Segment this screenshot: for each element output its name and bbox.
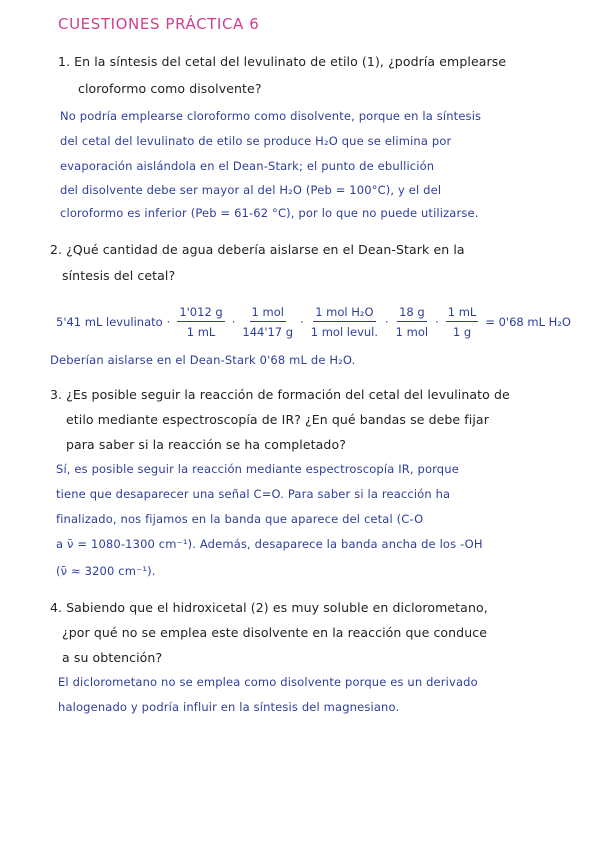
page-title: CUESTIONES PRÁCTICA 6 — [58, 15, 260, 33]
question-3-line-3: para saber si la reacción se ha completado? — [66, 437, 346, 452]
answer-1-line-3: evaporación aislándola en el Dean-Stark; el punto de ebullición — [60, 159, 435, 173]
question-3-text: ¿Es posible seguir la reacción de formación del cetal del levulinato de — [66, 387, 510, 402]
answer-4-line-1: El diclorometano no se emplea como disolvente porque es un derivado — [58, 675, 478, 689]
answer-3-line-5: (ν̄ ≈ 3200 cm⁻¹). — [56, 564, 156, 578]
calc-start: 5'41 mL levulinato — [56, 315, 163, 329]
answer-2: Deberían aislarse en el Dean-Stark 0'68 mL de H₂O. — [50, 353, 356, 367]
question-3-line-1 — [50, 389, 510, 402]
question-1-number: 1. — [58, 54, 71, 69]
fraction-denominator: 144'17 g — [242, 325, 294, 339]
question-2-line-2: síntesis del cetal? — [62, 268, 176, 283]
question-3-line-2: etilo mediante espectroscopía de IR? ¿En qué bandas se debe fijar — [66, 412, 489, 427]
question-4-line-3: a su obtención? — [62, 650, 163, 665]
question-4-number: 4. — [50, 600, 63, 615]
answer-1-line-4: del disolvente debe ser mayor al del H₂O (Peb = 100°C), y el del — [60, 183, 442, 197]
question-4-text: Sabiendo que el hidroxicetal (2) es muy soluble en diclorometano, — [66, 600, 488, 615]
fraction-denominator: 1 mol — [395, 325, 429, 339]
answer-3-line-4: a ν̄ = 1080-1300 cm⁻¹). Además, desaparece la banda ancha de los -OH — [56, 537, 483, 551]
calc-fraction-stoichiometry — [311, 305, 378, 339]
fraction-numerator: 1 mol H₂O — [313, 305, 375, 322]
question-3-number: 3. — [50, 387, 63, 402]
question-2-text: ¿Qué cantidad de agua debería aislarse en el Dean-Stark en la — [66, 242, 465, 257]
answer-3-line-3: finalizado, nos fijamos en la banda que aparece del cetal (C-O — [56, 512, 424, 526]
answer-1-line-2: del cetal del levulinato de etilo se produce H₂O que se elimina por — [60, 134, 452, 148]
calc-fraction-water-mass — [396, 305, 428, 339]
question-2-number: 2. — [50, 242, 63, 257]
fraction-numerator: 18 g — [397, 305, 427, 322]
question-2-line-1 — [50, 244, 465, 257]
calc-fraction-water-density — [446, 305, 479, 339]
fraction-denominator: 1 mL — [186, 325, 216, 339]
calc-result: = 0'68 mL H₂O — [485, 315, 571, 329]
fraction-numerator: 1 mol — [250, 305, 286, 322]
fraction-denominator: 1 mol levul. — [310, 325, 379, 339]
question-1-line-2: cloroformo como disolvente? — [78, 81, 262, 96]
calc-fraction-molar-mass — [242, 305, 293, 339]
answer-1-line-5: cloroformo es inferior (Peb = 61-62 °C), por lo que no puede utilizarse. — [60, 206, 479, 220]
fraction-denominator: 1 g — [452, 325, 472, 339]
calc-fraction-density — [177, 305, 224, 339]
question-4-line-2: ¿por qué no se emplea este disolvente en la reacción que conduce — [62, 625, 488, 640]
answer-4-line-2: halogenado y podría influir en la síntesis del magnesiano. — [58, 700, 400, 714]
question-1-text: En la síntesis del cetal del levulinato de etilo (1), ¿podría emplearse — [74, 54, 507, 69]
question-1-line-1 — [58, 56, 506, 69]
fraction-numerator: 1 mL — [446, 305, 479, 322]
question-4-line-1 — [50, 602, 488, 615]
answer-3-line-2: tiene que desaparecer una señal C=O. Para saber si la reacción ha — [56, 487, 451, 501]
answer-1-line-1: No podría emplearse cloroformo como disolvente, porque en la síntesis — [60, 109, 482, 123]
answer-3-line-1: Sí, es posible seguir la reacción mediante espectroscopía IR, porque — [56, 462, 459, 476]
fraction-numerator: 1'012 g — [177, 305, 224, 322]
water-calculation: 5'41 mL levulinato · $\frac{1'012 g}{1 mL}$ · $\frac{\text{1 mol}}{144'17 g}$ · $\frac{\text{1 mol H₂O}}{\text{1 mol levul.}}$ · $\frac{18 g}{\text{1 mol}}$ · $\frac{1 mL}{1 g}$ = 0'68 mL H₂O — [56, 305, 571, 339]
